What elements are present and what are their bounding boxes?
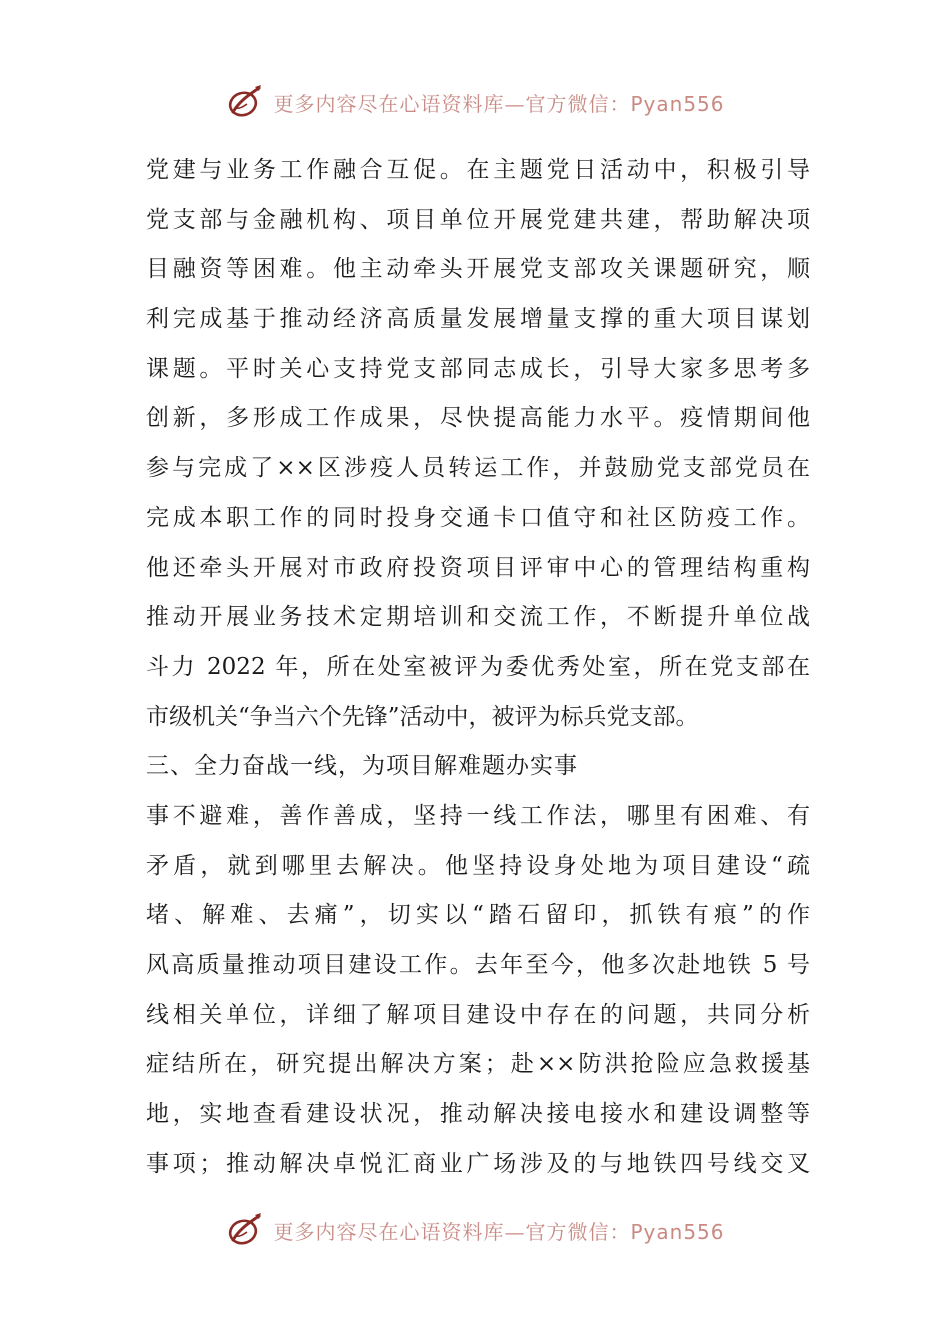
watermark-text — [273, 1216, 724, 1245]
text-line: 党建与业务工作融合互促。在主题党日活动中，积极引导 — [146, 157, 810, 183]
text-line: 矛盾，就到哪里去解决。他坚持设身处地为项目建设“疏 — [146, 852, 810, 879]
text-line: 事项；推动解决卓悦汇商业广场涉及的与地铁四号线交叉 — [146, 1150, 810, 1177]
text-line: 线相关单位，详细了解项目建设中存在的问题，共同分析 — [146, 1001, 810, 1028]
text-line: 市级机关“争当六个先锋”活动中，被评为标兵党支部。 — [146, 703, 699, 730]
text-line: 课题。平时关心支持党支部同志成长，引导大家多思考多 — [146, 355, 810, 382]
text-line: 他还牵头开展对市政府投资项目评审中心的管理结构重构 — [146, 554, 810, 581]
top-watermark-banner — [0, 80, 950, 124]
text-line: 推动开展业务技术定期培训和交流工作，不断提升单位战 — [146, 604, 810, 631]
text-line: 症结所在，研究提出解决方案；赴××防洪抢险应急救援基 — [146, 1051, 810, 1078]
text-line: 参与完成了××区涉疫人员转运工作，并鼓励党支部党员在 — [146, 455, 810, 482]
pen-signature-logo-icon — [225, 1210, 265, 1250]
text-line: 利完成基于推动经济高质量发展增量支撑的重大项目谋划 — [146, 306, 810, 333]
watermark-main-text: 更多内容尽在心语资料库—官方微信： — [273, 91, 631, 116]
watermark-handle: Pyan556 — [630, 1219, 725, 1244]
text-line: 事不避难，善作善成，坚持一线工作法，哪里有困难、有 — [146, 802, 810, 829]
text-line: 完成本职工作的同时投身交通卡口值守和社区防疫工作。 — [146, 504, 810, 531]
text-line: 堵、解难、去痛”，切实以“踏石留印，抓铁有痕”的作 — [146, 902, 810, 929]
watermark-text — [273, 88, 724, 117]
document-body — [146, 146, 810, 1189]
pen-signature-logo-icon — [225, 82, 265, 122]
text-line: 党支部与金融机构、项目单位开展党建共建，帮助解决项 — [146, 206, 810, 233]
text-line: 创新，多形成工作成果，尽快提高能力水平。疫情期间他 — [146, 405, 810, 432]
watermark-main-text: 更多内容尽在心语资料库—官方微信： — [273, 1219, 631, 1244]
text-line: 斗力 2022 年，所在处室被评为委优秀处室，所在党支部在 — [146, 653, 810, 680]
bottom-watermark-banner — [0, 1208, 950, 1252]
watermark-handle: Pyan556 — [630, 91, 725, 116]
section-heading: 三、全力奋战一线，为项目解难题办实事 — [146, 753, 578, 780]
text-line: 风高质量推动项目建设工作。去年至今，他多次赴地铁 5 号 — [146, 952, 810, 978]
text-line: 目融资等困难。他主动牵头开展党支部攻关课题研究，顺 — [146, 256, 810, 283]
text-line: 地，实地查看建设状况，推动解决接电接水和建设调整等 — [146, 1101, 810, 1128]
